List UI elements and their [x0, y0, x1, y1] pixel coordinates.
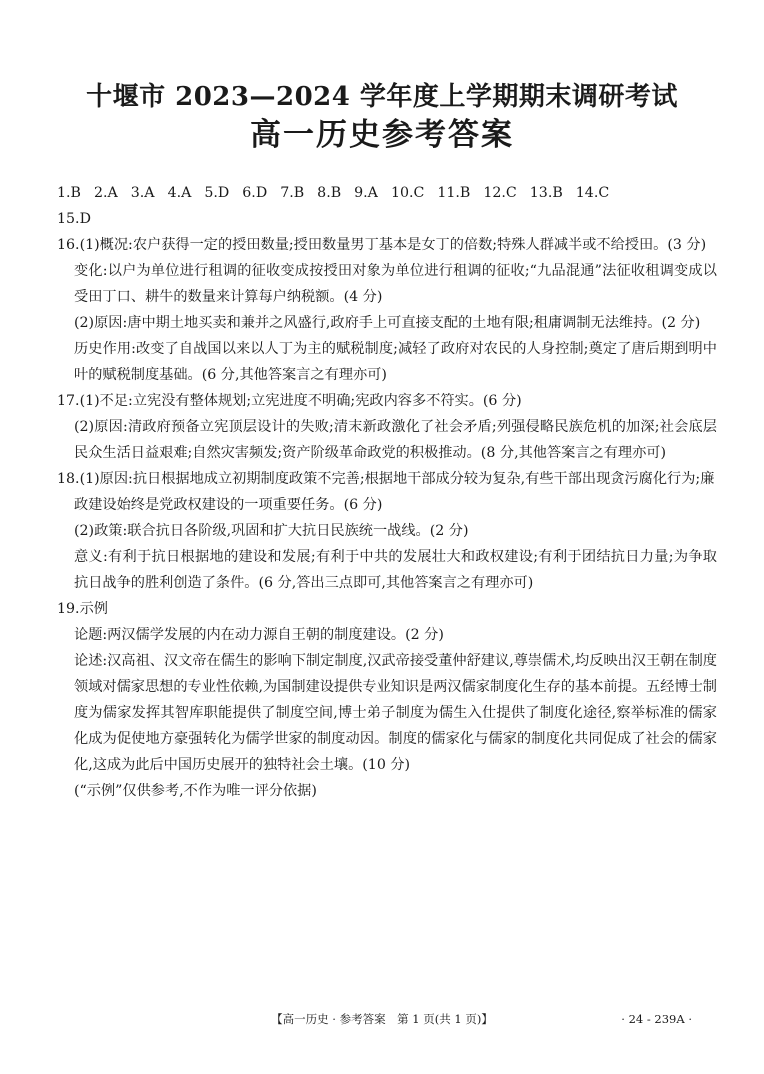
q17-part2: (2)原因:清政府预备立宪顶层设计的失败;清末新政激化了社会矛盾;列强侵略民族危机的加深;社会底层民众生活日益艰难;自然灾害频发;资产阶级革命政党的积极推动。(8 分,其他答案言之有理亦可): [74, 419, 717, 461]
choice-answer: 1.B: [57, 185, 81, 201]
answer-body: [57, 180, 717, 804]
q16-part1-overview: 16.(1)概况:农户获得一定的授田数量;授田数量男丁基本是女丁的倍数;特殊人群减半或不给授田。(3 分): [57, 237, 707, 253]
footer-code: · 24 - 239A ·: [621, 1012, 692, 1026]
choice-answer: 9.A: [354, 185, 378, 201]
q16-part2-reason: (2)原因:唐中期土地买卖和兼并之风盛行,政府手上可直接支配的土地有限;租庸调制无法维持。(2 分): [74, 315, 701, 331]
q16-part2-role: 历史作用:改变了自战国以来以人丁为主的赋税制度;减轻了政府对农民的人身控制;奠定了唐后期到明中叶的赋税制度基础。(6 分,其他答案言之有理亦可): [74, 341, 717, 383]
q19-thesis: 论题:两汉儒学发展的内在动力源自王朝的制度建设。(2 分): [74, 627, 444, 643]
choice-answers-row-1: [57, 180, 717, 206]
question-16: [57, 232, 717, 388]
question-19: [57, 596, 717, 804]
question-17: [57, 388, 717, 466]
page-footer: [0, 1009, 764, 1029]
q17-part1: 17.(1)不足:立宪没有整体规划;立宪进度不明确;宪政内容多不符实。(6 分): [57, 393, 522, 409]
choice-answer: 12.C: [483, 185, 517, 201]
choice-answer: 4.A: [167, 185, 192, 201]
choice-answer: 13.B: [529, 185, 563, 201]
choice-answer: 8.B: [317, 185, 342, 201]
q19-note: (“示例”仅供参考,不作为唯一评分依据): [74, 783, 317, 799]
q19-argument: 论述:汉高祖、汉文帝在儒生的影响下制定制度,汉武帝接受董仲舒建议,尊崇儒术,均反映出汉王朝在制度领域对儒家思想的专业性依赖,为国制建设提供专业知识是两汉儒家制度化生存的基本前提。五经博士制度为儒家发挥其智库职能提供了制度空间,博士弟子制度为儒生入仕提供了制度化途径,察举标准的儒家化成为促使地方豪强转化为儒学世家的制度动因。制度的儒家化与儒家的制度化共同促成了社会的儒家化,这成为此后中国历史展开的独特社会土壤。(10 分): [74, 653, 717, 773]
choice-answer: 11.B: [437, 185, 471, 201]
exam-title: 十堰市 2023—2024 学年度上学期期末调研考试: [86, 82, 678, 112]
question-18: [57, 466, 717, 596]
choice-answer: 6.D: [242, 185, 268, 201]
footer-page-info: 【高一历史 · 参考答案 第 1 页(共 1 页)】: [271, 1012, 493, 1026]
q18-part2-policy: (2)政策:联合抗日各阶级,巩固和扩大抗日民族统一战线。(2 分): [74, 523, 469, 539]
choice-answer: 7.B: [280, 185, 305, 201]
answer-key-title: 高一历史参考答案: [250, 117, 514, 153]
choice-answer: 10.C: [390, 185, 425, 201]
q16-part1-change: 变化:以户为单位进行租调的征收变成按授田对象为单位进行租调的征收;“九品混通”法征收租调变成以受田丁口、耕牛的数量来计算每户纳税额。(4 分): [74, 263, 717, 305]
q18-part2-significance: 意义:有利于抗日根据地的建设和发展;有利于中共的发展壮大和政权建设;有利于团结抗日力量;为争取抗日战争的胜利创造了条件。(6 分,答出三点即可,其他答案言之有理亦可): [74, 549, 717, 591]
q19-heading: 19.示例: [57, 601, 108, 617]
choice-answer: 2.A: [93, 185, 118, 201]
choice-answer: 5.D: [204, 185, 230, 201]
q18-part1: 18.(1)原因:抗日根据地成立初期制度政策不完善;根据地干部成分较为复杂,有些干部出现贪污腐化行为;廉政建设始终是党政权建设的一项重要任务。(6 分): [57, 471, 715, 513]
choice-answer: 3.A: [130, 185, 155, 201]
choice-answer: 14.C: [575, 185, 610, 201]
choice-answers-row-2: [57, 206, 717, 232]
choice-answer: 15.D: [57, 211, 91, 227]
